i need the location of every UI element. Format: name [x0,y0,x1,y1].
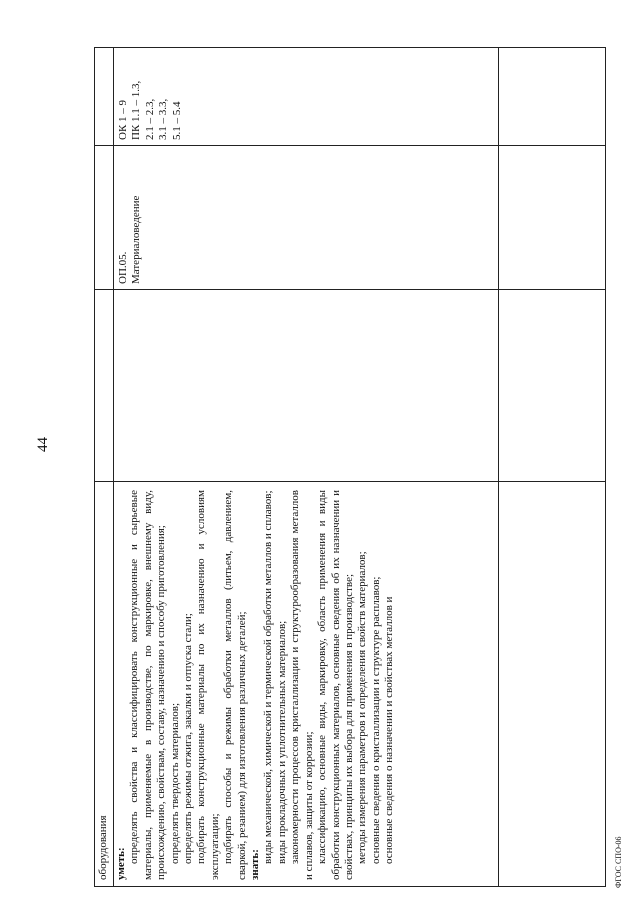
skills-title: уметь: [115,847,127,880]
skill-item: подбирать конструкционные материалы по их назначению и условиям эксплуатации; [195,490,221,880]
knowledge-item: классификацию, основные виды, маркировку, область применения и виды обработки конструкционных материалов, основные сведения об их назначении и свойствах, принципы их выбора для применения в производстве; [316,490,355,880]
requirements-cell [115,490,495,880]
row-divider [498,48,499,886]
column-divider [95,289,605,290]
competence-line: ОК 1 – 9 [117,99,129,140]
rotated-table [94,47,606,887]
skill-item: подбирать способы и режимы обработки металлов (литьем, давлением, сваркой, резанием) для изготовления различных деталей; [222,490,248,880]
knowledge-item: основные сведения о назначении и свойствах металлов и [383,596,396,864]
knowledge-item: методы измерения параметров и определения свойств материалов; [356,551,369,864]
competence-line: 2.1 – 2.3, [143,98,156,140]
knowledge-title: знать: [249,849,262,880]
knowledge-item: основные сведения о кристаллизации и структуре расплавов; [369,576,382,864]
competence-line: 5.1 – 5.4 [170,101,183,140]
knowledge-item: виды прокладочных и уплотнительных материалов; [275,620,288,864]
discipline-code: ОП.05. [117,251,129,284]
competence-line: ПК 1.1 – 1.3, [130,80,143,140]
competence-line: 3.1 – 3.3, [157,98,170,140]
row-divider [113,48,114,886]
knowledge-item: виды механической, химической и термической обработки металлов и сплавов; [262,490,275,864]
skill-item: определять свойства и классифицировать конструкционные и сырьевые материалы, применяемые в производстве, по маркировке, внешнему виду, происхождению, свойствам, составу, назначению и способу приготовления; [128,490,168,880]
knowledge-item: закономерности процессов кристаллизации и структурообразования металлов и сплавов, защиты от коррозии; [289,490,315,880]
skill-item: определять твердость материалов; [168,702,181,864]
discipline-name: Материаловедение [130,195,143,284]
row-header: оборудования [97,815,109,880]
competences-cell [117,50,184,140]
discipline-cell [117,152,144,284]
column-divider [95,145,605,146]
table-frame [94,47,606,887]
skill-item: определять режимы отжига, закалки и отпуска стали; [182,613,195,864]
column-divider [95,481,605,482]
footer-code: ФГОС СПО-06 [614,836,623,888]
page-number: 44 [35,437,51,452]
